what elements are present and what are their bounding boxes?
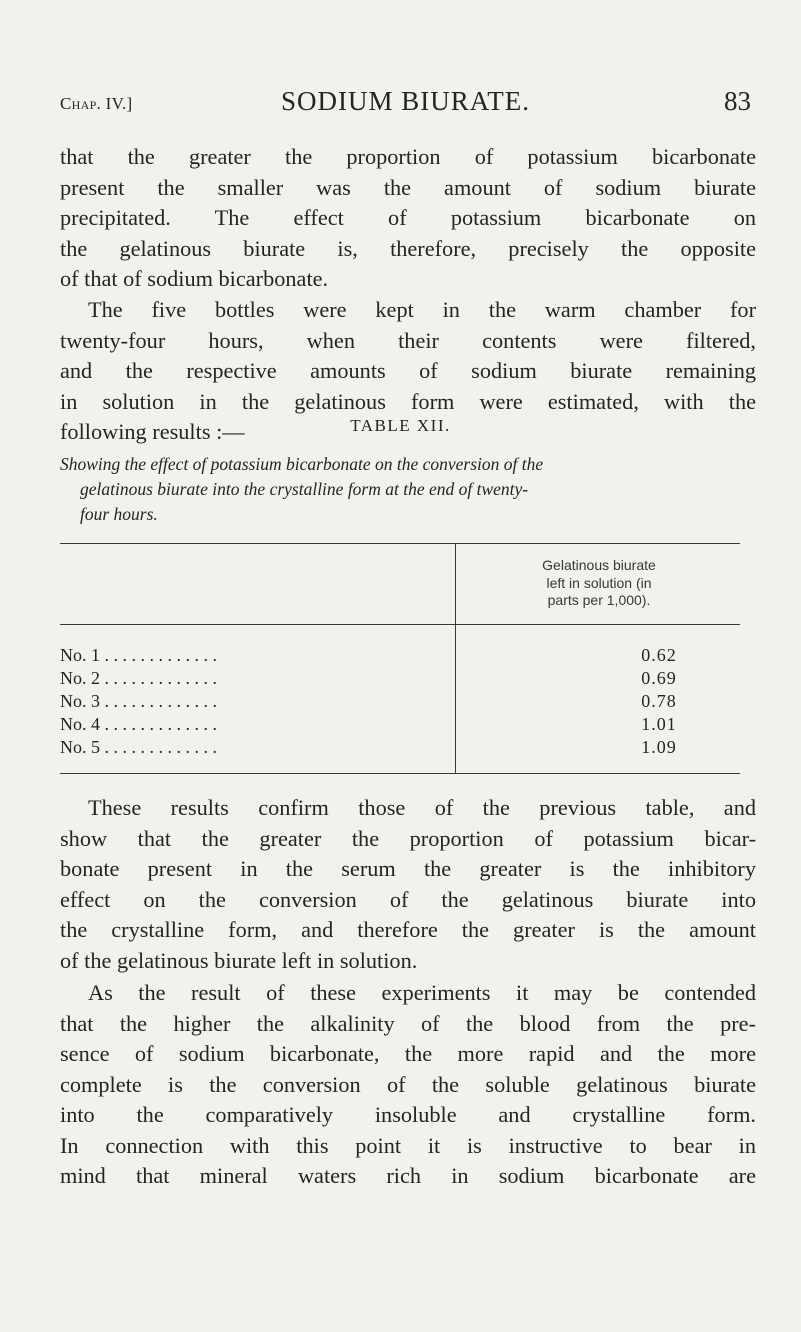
text-line: effect on the conversion of the gelatinous biurate into bbox=[60, 886, 756, 912]
row-value: 0.69 bbox=[641, 668, 677, 688]
column-header-line: parts per 1,000). bbox=[547, 592, 651, 608]
text-line: that the higher the alkalinity of the blood from the pre- bbox=[60, 1010, 756, 1036]
row-label: No. 3 . . . . . . . . . . . . . bbox=[60, 691, 217, 711]
text-line: following results :— bbox=[60, 419, 245, 444]
text-line: In connection with this point it is instructive to bear in bbox=[60, 1132, 756, 1158]
row-label: No. 2 . . . . . . . . . . . . . bbox=[60, 668, 217, 688]
table-title: TABLE XII. bbox=[350, 416, 451, 435]
table-bottom-rule bbox=[60, 773, 740, 774]
text-line: show that the greater the proportion of potassium bicar- bbox=[60, 825, 756, 851]
text-line: in solution in the gelatinous form were estimated, with the bbox=[60, 388, 756, 414]
text-line: The five bottles were kept in the warm chamber for bbox=[88, 297, 756, 322]
table-header-rule bbox=[60, 624, 740, 625]
column-header bbox=[468, 557, 730, 610]
row-value: 0.62 bbox=[641, 645, 677, 665]
text-line: and the respective amounts of sodium biurate remaining bbox=[60, 358, 756, 383]
column-header-line: Gelatinous biurate bbox=[542, 557, 656, 573]
text-line: of the gelatinous biurate left in solution. bbox=[60, 947, 418, 973]
text-line: that the greater the proportion of potassium bicarbonate bbox=[60, 144, 756, 169]
column-header-line: left in solution (in bbox=[546, 574, 652, 591]
text-line: present the smaller was the amount of sodium biurate bbox=[60, 174, 756, 200]
text-line: twenty-four hours, when their contents were filtered, bbox=[60, 327, 756, 353]
table-row bbox=[60, 645, 740, 667]
row-value: 1.01 bbox=[641, 714, 677, 734]
caption-line: gelatinous biurate into the crystalline form at the end of twenty- bbox=[80, 479, 529, 499]
chapter-label: Chap. IV.] bbox=[60, 94, 133, 113]
caption-line: four hours. bbox=[80, 504, 158, 524]
running-head bbox=[60, 86, 751, 122]
paragraph-3 bbox=[60, 793, 756, 976]
text-line: As the result of these experiments it may be contended bbox=[88, 980, 756, 1005]
table-caption bbox=[60, 452, 710, 527]
text-line: into the comparatively insoluble and crystalline form. bbox=[60, 1102, 756, 1127]
row-value: 0.78 bbox=[641, 691, 677, 711]
page-title: SODIUM BIURATE. bbox=[280, 86, 530, 116]
text-line: precipitated. The effect of potassium bicarbonate on bbox=[60, 205, 756, 230]
table-row bbox=[60, 737, 740, 759]
text-line: bonate present in the serum the greater is the inhibitory bbox=[60, 856, 756, 881]
table-top-rule bbox=[60, 543, 740, 544]
paragraph-4 bbox=[60, 978, 756, 1192]
paragraph-1 bbox=[60, 142, 756, 295]
text-line: the gelatinous biurate is, therefore, precisely the opposite bbox=[60, 235, 756, 261]
row-value: 1.09 bbox=[641, 737, 677, 757]
row-label: No. 1 . . . . . . . . . . . . . bbox=[60, 645, 217, 665]
table-row bbox=[60, 691, 740, 713]
text-line: sence of sodium bicarbonate, the more rapid and the more bbox=[60, 1041, 756, 1066]
text-line: These results confirm those of the previous table, and bbox=[88, 795, 756, 820]
text-line: complete is the conversion of the soluble gelatinous biurate bbox=[60, 1071, 756, 1097]
table-row bbox=[60, 668, 740, 690]
table-row bbox=[60, 714, 740, 736]
row-label: No. 5 . . . . . . . . . . . . . bbox=[60, 737, 217, 757]
text-line: mind that mineral waters rich in sodium bicarbonate are bbox=[60, 1163, 756, 1188]
text-line: the crystalline form, and therefore the greater is the amount bbox=[60, 917, 756, 942]
page-number: 83 bbox=[724, 86, 751, 116]
text-line: of that of sodium bicarbonate. bbox=[60, 266, 329, 291]
caption-line: Showing the effect of potassium bicarbonate on the conversion of the bbox=[60, 454, 544, 474]
row-label: No. 4 . . . . . . . . . . . . . bbox=[60, 714, 217, 734]
